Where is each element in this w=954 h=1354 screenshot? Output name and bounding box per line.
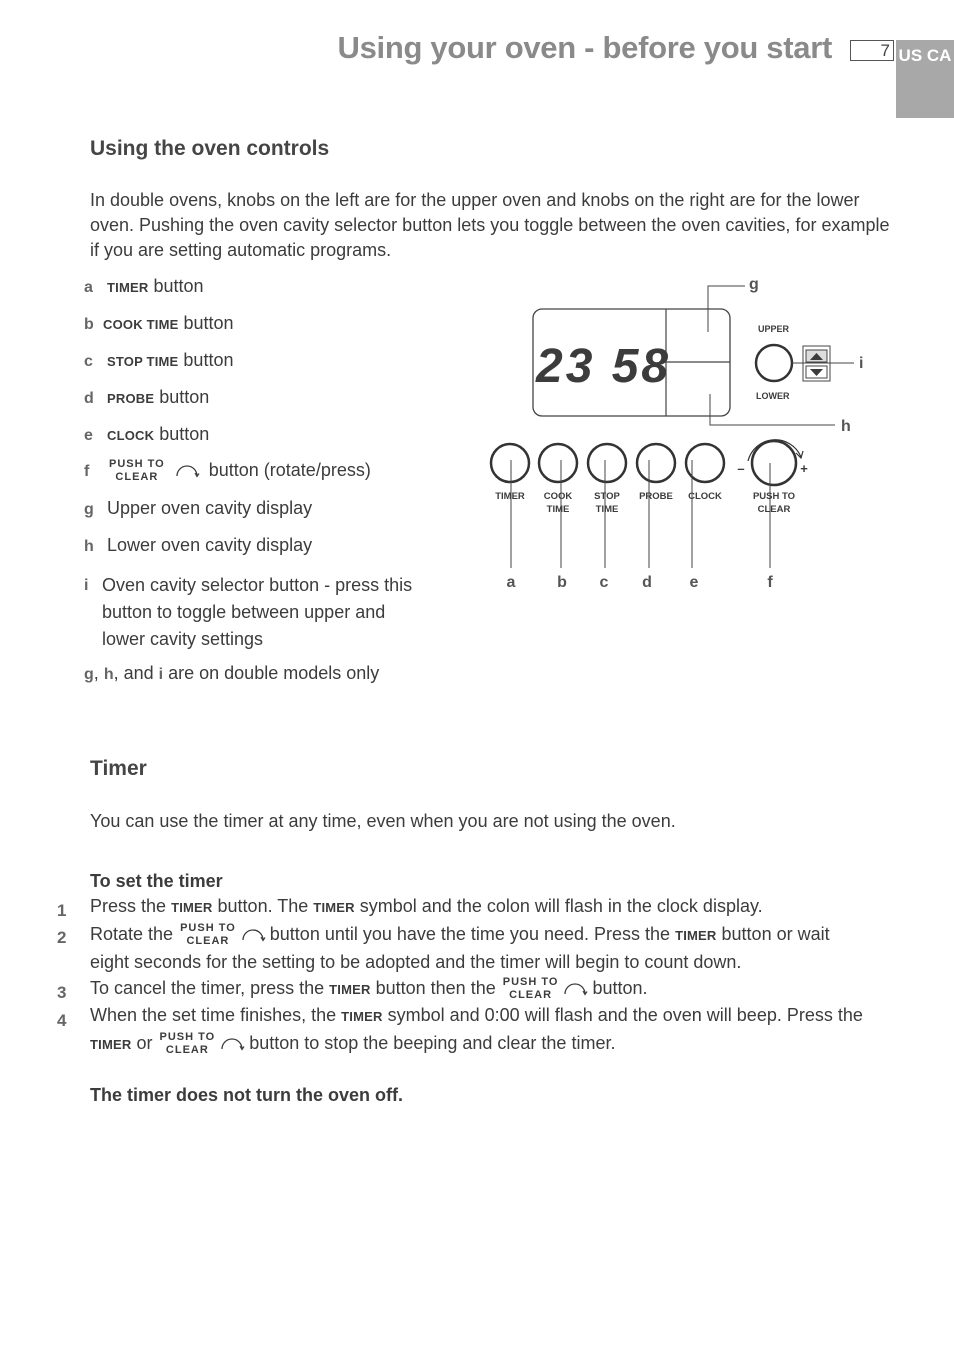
legend-key: CLOCK xyxy=(107,428,155,443)
legend-letter: e xyxy=(84,427,93,444)
legend-key: STOP TIME xyxy=(107,354,179,369)
rotate-arc-icon xyxy=(240,927,266,943)
minus-symbol: – xyxy=(737,461,745,476)
timer-warning: The timer does not turn the oven off. xyxy=(90,1085,404,1105)
legend-text: button xyxy=(159,387,210,407)
region-tab: US CA xyxy=(896,40,954,118)
legend-text: Lower oven cavity display xyxy=(107,535,313,555)
callout-c: c xyxy=(599,574,609,591)
cook-time-label-1: COOK xyxy=(543,491,573,502)
callout-b: b xyxy=(557,574,567,591)
double-models-note: g, h, and i are on double models only xyxy=(84,663,380,683)
legend-text: button xyxy=(183,313,234,333)
callout-e: e xyxy=(689,574,699,591)
clock-button-label: CLOCK xyxy=(688,491,722,502)
probe-button-label: PROBE xyxy=(639,491,673,502)
legend-text: button xyxy=(159,424,210,444)
legend-text: Upper oven cavity display xyxy=(107,498,313,518)
cavity-selector-button xyxy=(756,345,792,381)
legend-letter: g xyxy=(84,501,94,518)
legend-item-d xyxy=(84,387,209,408)
step-2: Rotate the PUSH TO CLEAR button until you have the time you need. Press the TIMER button or wait eight seconds for the setting to be adopted and the timer will begin to count down. xyxy=(90,922,830,972)
legend-key: TIMER xyxy=(107,280,149,295)
step-number: 1 xyxy=(57,901,67,920)
plus-symbol: + xyxy=(800,461,808,476)
knob-circle xyxy=(752,441,796,485)
down-arrow-icon xyxy=(810,369,823,376)
knob-label-2: CLEAR xyxy=(757,504,791,515)
legend-letter: d xyxy=(84,390,94,407)
knob-label-1: PUSH TO xyxy=(752,491,796,502)
legend-text: button xyxy=(183,350,234,370)
stop-time-button-graphic xyxy=(588,444,626,515)
callout-i: i xyxy=(859,355,864,372)
legend-text: button xyxy=(153,276,204,296)
legend-text-line: Oven cavity selector button - press this xyxy=(102,575,413,595)
set-timer-subheading: To set the timer xyxy=(90,871,223,891)
callout-f: f xyxy=(767,574,773,591)
stop-time-label-1: STOP xyxy=(594,491,620,502)
callout-d: d xyxy=(642,574,652,591)
legend-item-a xyxy=(84,276,204,297)
cook-time-label-2: TIME xyxy=(546,504,570,515)
legend-item-i xyxy=(84,572,412,653)
controls-intro: In double ovens, knobs on the left are for the upper oven and knobs on the right are for the lower oven. Pushing the oven cavity selector button lets you toggle between the oven cavities, for example if you are setting automatic programs. xyxy=(90,190,890,260)
clock-digits: 23 58 xyxy=(536,340,672,393)
timer-button-label: TIMER xyxy=(495,491,525,502)
timer-button-graphic xyxy=(491,444,529,502)
push-to-clear-label: PUSH TO CLEAR xyxy=(159,1031,216,1057)
push-to-clear-label: PUSH TO CLEAR xyxy=(180,922,236,948)
legend-letter: h xyxy=(84,538,94,555)
legend-item-e xyxy=(84,424,209,445)
timer-heading: Timer xyxy=(90,757,147,780)
legend-letter: i xyxy=(84,577,89,594)
control-panel-diagram xyxy=(470,270,890,600)
upper-label: UPPER xyxy=(758,324,790,334)
rotate-arc-icon xyxy=(174,463,200,479)
push-to-clear-label: PUSH TO CLEAR xyxy=(502,976,559,1002)
legend-item-h xyxy=(84,535,312,556)
legend-letter: f xyxy=(84,462,90,480)
legend-key: PROBE xyxy=(107,391,155,406)
timer-intro: You can use the timer at any time, even when you are not using the oven. xyxy=(90,811,676,831)
cook-time-button-graphic xyxy=(539,444,577,515)
step-1: Press the TIMER button. The TIMER symbol and the colon will flash in the clock display. xyxy=(90,896,763,916)
probe-button-graphic xyxy=(637,444,675,502)
stop-time-label-2: TIME xyxy=(595,504,619,515)
rotate-arc-icon xyxy=(219,1036,245,1052)
legend-letter: c xyxy=(84,353,93,370)
controls-heading: Using the oven controls xyxy=(90,137,330,160)
page-number: 7 xyxy=(850,40,894,61)
callout-a: a xyxy=(506,574,516,591)
step-4: When the set time finishes, the TIMER symbol and 0:00 will flash and the oven will beep. Press the TIMER or PUSH TO CLEAR button to stop the beeping and clear the timer. xyxy=(90,1005,863,1057)
page-title: Using your oven - before you start xyxy=(337,30,832,65)
step-number: 4 xyxy=(57,1011,67,1030)
step-number: 3 xyxy=(57,983,67,1002)
lower-label: LOWER xyxy=(756,391,790,401)
legend-key: COOK TIME xyxy=(103,317,179,332)
legend-item-b xyxy=(84,313,234,334)
legend-text-line: lower cavity settings xyxy=(102,629,264,649)
legend-item-g xyxy=(84,498,312,519)
push-to-clear-knob-graphic xyxy=(737,440,808,515)
rotate-arc-icon xyxy=(562,981,588,997)
push-to-clear-label: PUSH TO CLEAR xyxy=(109,458,165,483)
legend-letter: a xyxy=(84,279,93,296)
legend-letter: b xyxy=(84,316,94,333)
step-number: 2 xyxy=(57,928,67,947)
legend-item-c xyxy=(84,350,233,371)
step-3: To cancel the timer, press the TIMER button then the PUSH TO CLEAR button. xyxy=(90,976,648,1002)
legend-item-f xyxy=(84,458,371,484)
legend-text-line: button to toggle between upper and xyxy=(102,602,386,622)
legend-text: button (rotate/press) xyxy=(208,459,371,480)
callout-h: h xyxy=(841,418,851,435)
callout-g: g xyxy=(749,276,759,293)
